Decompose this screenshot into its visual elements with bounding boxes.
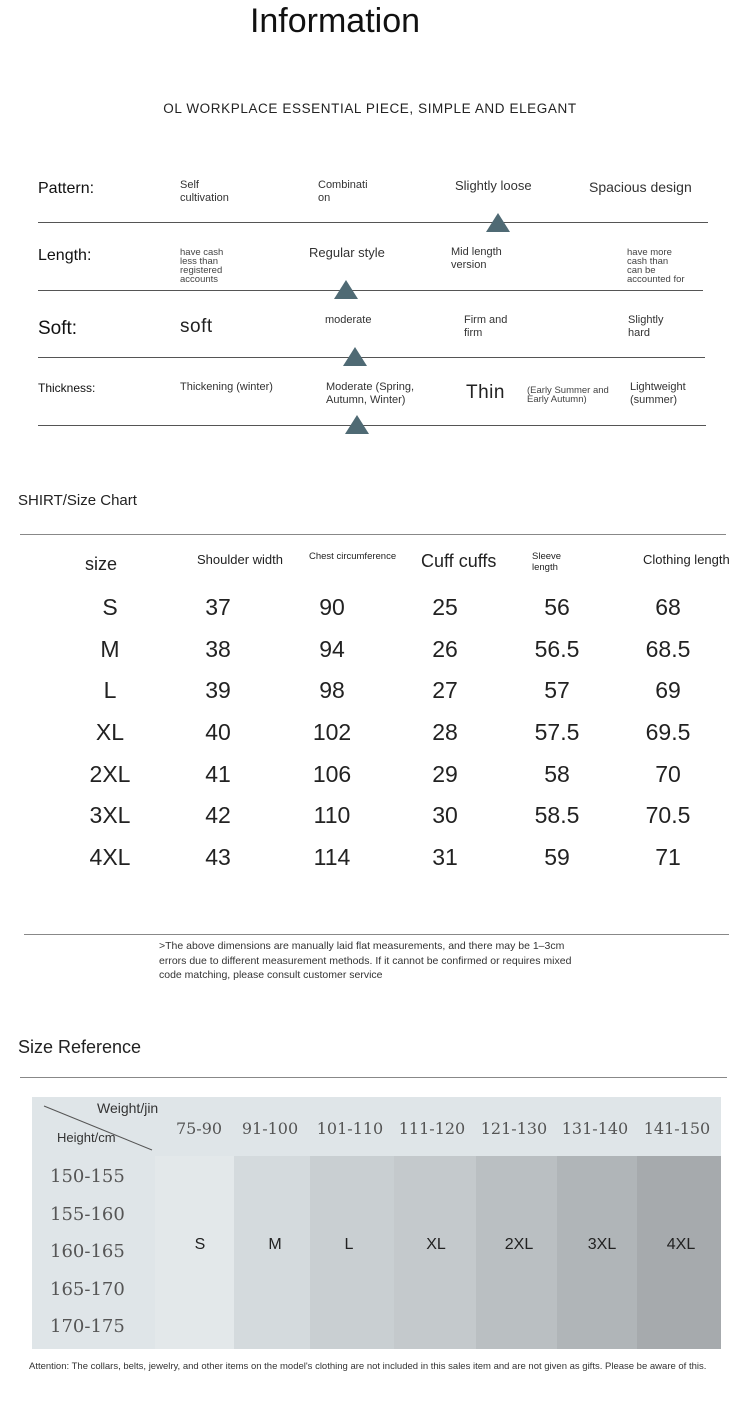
table-cell: 4XL xyxy=(89,844,131,870)
table-cell: 57 xyxy=(544,677,570,703)
table-cell: L xyxy=(103,677,117,703)
table-cell: 2XL xyxy=(89,761,131,787)
weight-header: 101-110 xyxy=(316,1119,384,1138)
size-chart-bottom-rule xyxy=(24,934,729,935)
table-cell: 58.5 xyxy=(534,802,580,828)
size-value: 4XL xyxy=(666,1236,696,1253)
thickness-label: Thickness: xyxy=(38,381,96,395)
table-cell: 28 xyxy=(432,719,458,745)
table-cell: 29 xyxy=(432,761,458,787)
soft-rule xyxy=(38,357,705,358)
thickness-option-note: (Early Summer and Early Autumn) xyxy=(527,385,609,406)
weight-header: 121-130 xyxy=(480,1119,548,1138)
length-option-selected: Regular style xyxy=(309,245,385,260)
size-chart-header: size xyxy=(85,554,118,574)
table-cell: 3XL xyxy=(89,802,131,828)
table-cell: 59 xyxy=(544,844,570,870)
thickness-marker-icon xyxy=(345,415,369,434)
size-value: M xyxy=(268,1236,282,1253)
table-cell: S xyxy=(102,594,118,620)
size-chart-header: Sleeve length xyxy=(532,551,562,574)
size-value: L xyxy=(344,1236,354,1253)
length-option: have more cash than can be accounted for xyxy=(627,247,685,286)
table-cell: M xyxy=(100,636,120,662)
height-label: 165-170 xyxy=(50,1279,125,1300)
table-cell: 68.5 xyxy=(645,636,691,662)
table-cell: 43 xyxy=(205,844,231,870)
table-cell: 56.5 xyxy=(534,636,580,662)
table-cell: 26 xyxy=(432,636,458,662)
height-label: 170-175 xyxy=(50,1316,125,1337)
size-chart-rule xyxy=(20,534,726,535)
soft-option: Slightly hard xyxy=(628,314,664,339)
size-chart-header: Chest circumference xyxy=(309,551,397,562)
table-cell: 114 xyxy=(313,844,351,870)
thickness-option: Thin xyxy=(466,382,505,403)
thickness-option: Thickening (winter) xyxy=(180,381,273,393)
table-cell: 110 xyxy=(313,802,351,828)
size-value: 3XL xyxy=(587,1236,617,1253)
soft-label: Soft: xyxy=(38,318,78,339)
length-option: Mid length version xyxy=(451,246,502,271)
table-cell: 68 xyxy=(655,594,681,620)
size-reference-title: Size Reference xyxy=(18,1037,142,1057)
weight-header: 131-140 xyxy=(561,1119,629,1138)
table-cell: 30 xyxy=(432,802,458,828)
soft-marker-icon xyxy=(343,347,367,366)
size-value: XL xyxy=(426,1236,446,1253)
table-cell: 69 xyxy=(655,677,681,703)
weight-header: 111-120 xyxy=(398,1119,466,1138)
table-cell: 40 xyxy=(205,719,231,745)
page-subtitle: OL WORKPLACE ESSENTIAL PIECE, SIMPLE AND ELEGANT xyxy=(163,101,577,116)
table-cell: 31 xyxy=(432,844,458,870)
table-cell: 102 xyxy=(312,719,352,745)
size-chart-title: SHIRT/Size Chart xyxy=(18,492,137,509)
table-cell: 58 xyxy=(544,761,570,787)
table-cell: 27 xyxy=(432,677,458,703)
soft-option-selected: moderate xyxy=(325,314,372,326)
page-title: Information xyxy=(249,2,421,40)
weight-header: 75-90 xyxy=(175,1119,223,1138)
measurement-note: >The above dimensions are manually laid flat measurements, and there may be 1–3cm errors due to different measurement methods. If it cannot be confirmed or requires mixed code matching, please consult customer service xyxy=(159,940,572,981)
pattern-option: Spacious design xyxy=(589,179,692,195)
size-chart-header: Shoulder width xyxy=(197,552,283,567)
table-cell: 70.5 xyxy=(645,802,691,828)
size-reference-rule xyxy=(20,1077,727,1078)
height-label: 155-160 xyxy=(50,1204,125,1225)
table-cell: 37 xyxy=(205,594,231,620)
pattern-label: Pattern: xyxy=(38,180,95,197)
pattern-rule xyxy=(38,222,708,223)
table-cell: 38 xyxy=(205,636,231,662)
table-cell: 98 xyxy=(319,677,345,703)
table-cell: 90 xyxy=(319,594,345,620)
table-cell: 25 xyxy=(432,594,458,620)
pattern-marker-icon xyxy=(486,213,510,232)
table-cell: 70 xyxy=(655,761,681,787)
corner-weight-label: Weight/jin xyxy=(97,1100,159,1116)
table-cell: 57.5 xyxy=(534,719,580,745)
weight-header: 141-150 xyxy=(643,1119,711,1138)
table-cell: 106 xyxy=(312,761,352,787)
height-label: 150-155 xyxy=(50,1166,125,1187)
length-label: Length: xyxy=(38,247,92,264)
length-rule xyxy=(38,290,703,291)
pattern-option: Combinati on xyxy=(318,179,368,204)
table-cell: 69.5 xyxy=(645,719,691,745)
height-label: 160-165 xyxy=(50,1241,125,1262)
thickness-option: Lightweight (summer) xyxy=(630,381,686,406)
table-cell: 39 xyxy=(205,677,231,703)
size-chart-header: Clothing length xyxy=(643,552,730,567)
size-chart-header: Cuff cuffs xyxy=(421,551,497,571)
corner-diagonal xyxy=(40,1100,155,1155)
pattern-option-selected: Slightly loose xyxy=(455,178,532,193)
size-value: S xyxy=(194,1236,206,1253)
table-cell: 42 xyxy=(205,802,231,828)
table-cell: 41 xyxy=(205,761,231,787)
table-cell: 56 xyxy=(544,594,570,620)
soft-option: soft xyxy=(180,316,213,337)
table-cell: 71 xyxy=(655,844,681,870)
pattern-option: Self cultivation xyxy=(180,179,229,204)
thickness-rule xyxy=(38,425,706,426)
thickness-option-selected: Moderate (Spring, Autumn, Winter) xyxy=(326,381,415,406)
table-cell: XL xyxy=(95,719,125,745)
attention-note: Attention: The collars, belts, jewelry, and other items on the model's clothing are not included in this sales item and are not given as gifts. Please be aware of this. xyxy=(29,1361,707,1372)
table-cell: 94 xyxy=(319,636,345,662)
weight-header: 91-100 xyxy=(241,1119,299,1138)
length-option: have cash less than registered accounts xyxy=(180,247,224,286)
size-value: 2XL xyxy=(504,1236,534,1253)
soft-option: Firm and firm xyxy=(464,314,508,339)
corner-height-label: Height/cm xyxy=(57,1130,116,1145)
length-marker-icon xyxy=(334,280,358,299)
